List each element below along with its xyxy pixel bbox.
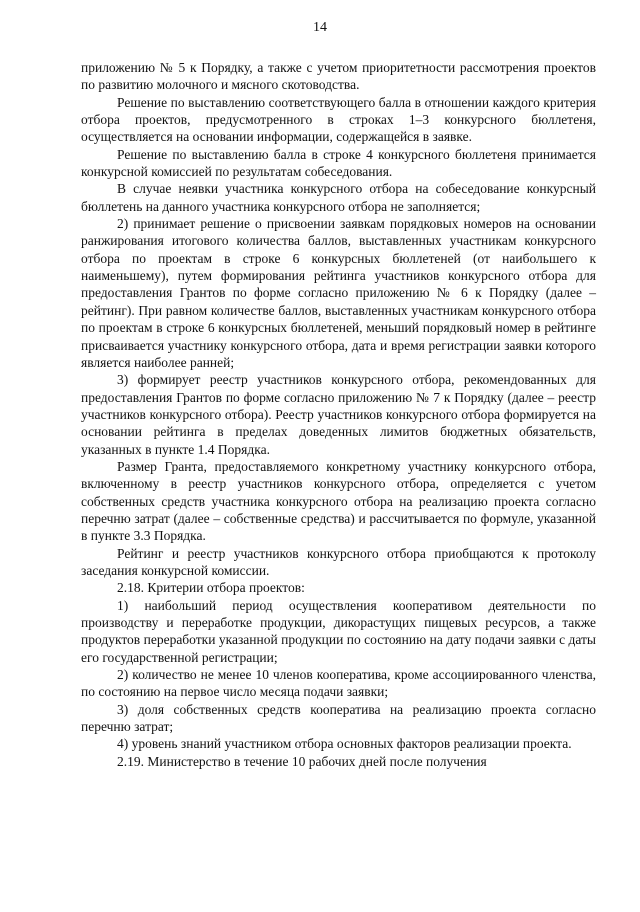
section-heading: 2.18. Критерии отбора проектов: <box>117 580 305 596</box>
paragraph: 2.19. Министерство в течение 10 рабочих дней после получения <box>117 753 487 769</box>
paragraph: 4) уровень знаний участником отбора основных факторов реализации проекта. <box>117 736 572 752</box>
paragraph: В случае неявки участника конкурсного отбора на собеседование конкурсный бюллетень на данного участника конкурсного отбора не заполняется; <box>81 181 596 214</box>
paragraph: Решение по выставлению балла в строке 4 конкурсного бюллетеня принимается конкурсной комиссией по результатам собеседования. <box>81 146 596 180</box>
paragraph: Решение по выставлению соответствующего балла в отношении каждого критерия отбора проектов, предусмотренного в строках 1–3 конкурсного бюллетеня, осуществляется на основании информации, содержащейся в заявке. <box>81 94 596 145</box>
page-number: 14 <box>313 20 327 35</box>
paragraph: 3) доля собственных средств кооператива на реализацию проекта согласно перечню затрат; <box>81 701 596 735</box>
paragraph: Размер Гранта, предоставляемого конкретному участнику конкурсного отбора, включенному в реестр участников конкурсного отбора, определяется с учетом собственных средств участника конкурсного отбора на реализацию проекта согласно перечню затрат (далее – собственные средства) и рассчитывается по формуле, указанной в пункте 3.3 Порядка. <box>81 458 596 544</box>
paragraph: 2) принимает решение о присвоении заявкам порядковых номеров на основании ранжирования итогового количества баллов, выставленных участникам конкурсного отбора по проектам в строке 6 конкурсных бюллетеней (от наибольшего к наименьшему), путем формирования рейтинга участников конкурсного отбора для предоставления Грантов по форме согласно приложению № 6 к Порядку (далее – рейтинг). При равном количестве баллов, выставленных участникам конкурсного отбора по проектам в строке 6 конкурсных бюллетеней, меньший порядковый номер в рейтинге присваивается участнику конкурсного отбора, дата и время регистрации заявки которого является наиболее ранней; <box>81 216 596 370</box>
paragraph: Рейтинг и реестр участников конкурсного отбора приобщаются к протоколу заседания конкурсной комиссии. <box>81 545 596 578</box>
paragraph: 3) формирует реестр участников конкурсного отбора, рекомендованных для предоставления Грантов по форме согласно приложению № 7 к Порядку (далее – реестр участников конкурсного отбора). Реестр участников конкурсного отбора формируется на основании рейтинга в пределах доведенных лимитов бюджетных обязательств, указанных в пункте 1.4 Порядка. <box>81 372 596 457</box>
paragraph: приложению № 5 к Порядку, а также с учетом приоритетности рассмотрения проектов по развитию молочного и мясного скотоводства. <box>81 60 596 93</box>
paragraph: 1) наибольший период осуществления кооперативом деятельности по производству и переработке продукции, дикорастущих пищевых ресурсов, а также продуктов переработки указанной продукции по состоянию на дату подачи заявки с даты его государственной регистрации; <box>81 597 596 665</box>
paragraph: 2) количество не менее 10 членов кооператива, кроме ассоциированного членства, по состоянию на первое число месяца подачи заявки; <box>81 667 596 700</box>
document-body <box>81 59 596 770</box>
